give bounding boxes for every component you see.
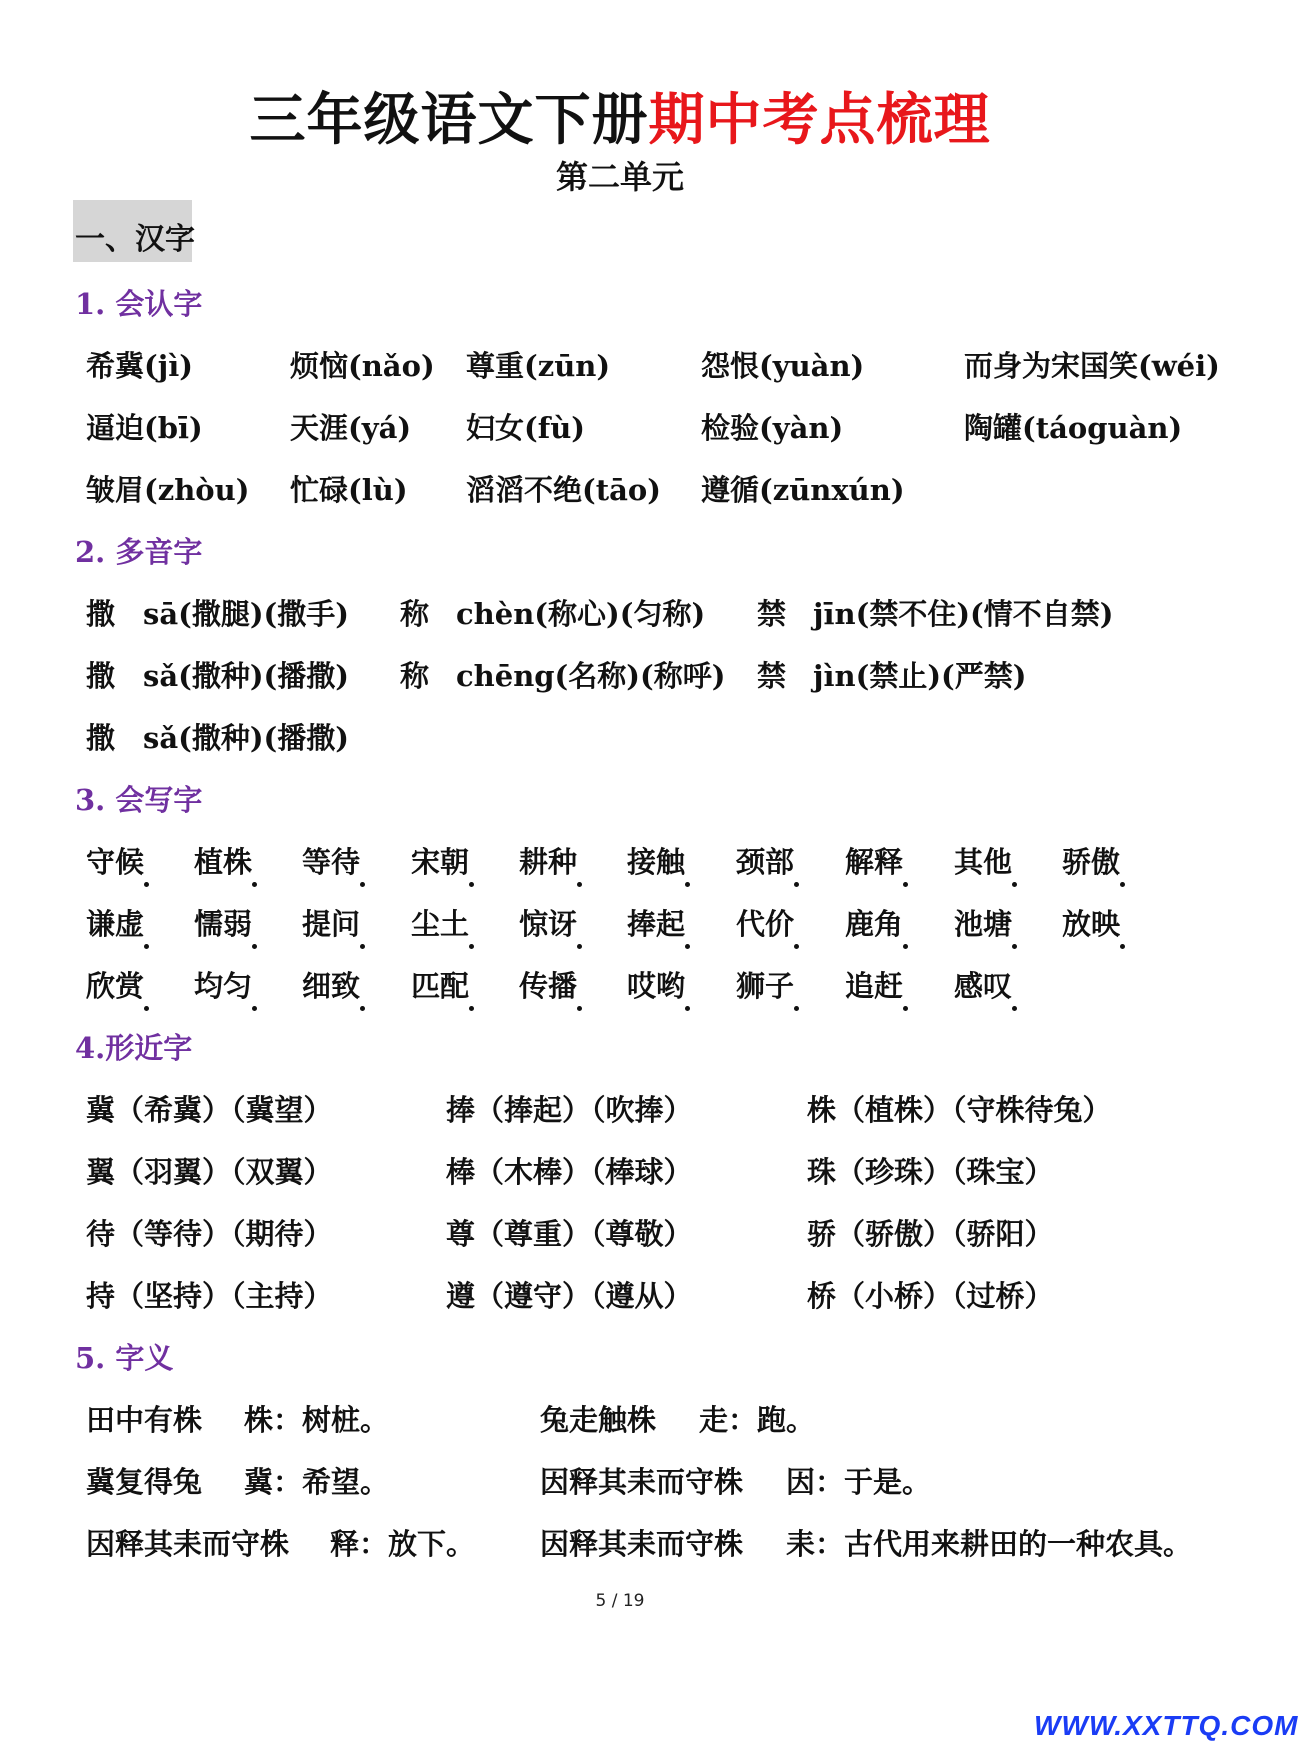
recognize-word: 滔滔不绝(tāo) [466, 473, 661, 507]
similar-char-group: 桥（小桥）（过桥） [807, 1279, 1054, 1313]
writing-word: 懦弱 [194, 907, 253, 941]
emphasis-dot [144, 944, 149, 949]
polyphone-char: 禁 [757, 659, 787, 693]
meaning-definition: 走：跑。 [699, 1403, 816, 1437]
writing-word: 追赶 [845, 969, 904, 1003]
similar-char-group: 棒（木棒）（棒球） [446, 1155, 693, 1189]
page-indicator: 5 / 19 [595, 1591, 645, 1611]
similar-char-group: 珠（珍珠）（珠宝） [807, 1155, 1054, 1189]
meaning-phrase: 田中有株 [86, 1403, 203, 1437]
writing-word: 鹿角 [845, 907, 904, 941]
similar-char-group: 翼（羽翼）（双翼） [86, 1155, 333, 1189]
emphasis-dot [469, 944, 474, 949]
writing-word: 欣赏 [86, 969, 145, 1003]
emphasis-dot [685, 944, 690, 949]
polyphone-readings: chēng(名称)(称呼) [456, 659, 726, 693]
meaning-phrase: 冀复得兔 [86, 1465, 203, 1499]
writing-word: 均匀 [194, 969, 253, 1003]
emphasis-dot [903, 882, 908, 887]
writing-word: 宋朝 [411, 845, 470, 879]
recognize-word: 怨恨(yuàn) [701, 349, 865, 383]
subheading-recognize: 1. 会认字 [75, 287, 203, 321]
writing-word: 骄傲 [1062, 845, 1121, 879]
emphasis-dot [1120, 882, 1125, 887]
polyphone-char: 禁 [757, 597, 787, 631]
polyphone-char: 称 [400, 597, 430, 631]
polyphone-char: 撒 [86, 597, 116, 631]
emphasis-dot [685, 1006, 690, 1011]
emphasis-dot [1012, 882, 1017, 887]
writing-word: 池塘 [954, 907, 1013, 941]
emphasis-dot [903, 944, 908, 949]
writing-word: 细致 [302, 969, 361, 1003]
recognize-word: 天涯(yá) [290, 411, 412, 445]
recognize-word: 遵循(zūnxún) [701, 473, 905, 507]
emphasis-dot [903, 1006, 908, 1011]
writing-word: 其他 [954, 845, 1013, 879]
emphasis-dot [360, 944, 365, 949]
writing-word: 耕种 [519, 845, 578, 879]
title-black: 三年级语文下册 [249, 87, 649, 153]
meaning-definition: 释：放下。 [330, 1527, 476, 1561]
emphasis-dot [1012, 944, 1017, 949]
emphasis-dot [685, 882, 690, 887]
meaning-definition: 因：于是。 [786, 1465, 932, 1499]
polyphone-readings: chèn(称心)(匀称) [456, 597, 706, 631]
similar-char-group: 尊（尊重）（尊敬） [446, 1217, 693, 1251]
writing-word: 匹配 [411, 969, 470, 1003]
writing-word: 解释 [845, 845, 904, 879]
emphasis-dot [577, 882, 582, 887]
polyphone-readings: sǎ(撒种)(播撒) [143, 659, 350, 693]
polyphone-readings: sā(撒腿)(撒手) [143, 597, 350, 631]
emphasis-dot [794, 882, 799, 887]
emphasis-dot [252, 882, 257, 887]
similar-char-group: 遵（遵守）（遵从） [446, 1279, 693, 1313]
writing-word: 提问 [302, 907, 361, 941]
emphasis-dot [144, 882, 149, 887]
emphasis-dot [577, 1006, 582, 1011]
emphasis-dot [794, 1006, 799, 1011]
writing-word: 谦虚 [86, 907, 145, 941]
emphasis-dot [1120, 944, 1125, 949]
polyphone-char: 撒 [86, 659, 116, 693]
subheading-meanings: 5. 字义 [75, 1341, 174, 1375]
recognize-word: 烦恼(nǎo) [290, 349, 435, 383]
recognize-word: 忙碌(lù) [290, 473, 408, 507]
writing-word: 狮子 [736, 969, 795, 1003]
polyphone-char: 撒 [86, 721, 116, 755]
recognize-word: 希冀(jì) [86, 349, 193, 383]
similar-char-group: 捧（捧起）（吹捧） [446, 1093, 693, 1127]
recognize-word: 妇女(fù) [466, 411, 586, 445]
polyphone-readings: jīn(禁不住)(情不自禁) [813, 597, 1114, 631]
writing-word: 传播 [519, 969, 578, 1003]
subheading-writing: 3. 会写字 [75, 783, 203, 817]
meaning-phrase: 因释其耒而守株 [540, 1527, 744, 1561]
emphasis-dot [252, 1006, 257, 1011]
writing-word: 哎哟 [627, 969, 686, 1003]
section-heading: 一、汉字 [75, 222, 195, 257]
recognize-word: 而身为宋国笑(wéi) [964, 349, 1220, 383]
polyphone-readings: jìn(禁止)(严禁) [813, 659, 1027, 693]
recognize-word: 尊重(zūn) [466, 349, 611, 383]
meaning-definition: 冀：希望。 [244, 1465, 390, 1499]
recognize-word: 逼迫(bī) [86, 411, 203, 445]
subheading-polyphones: 2. 多音字 [75, 535, 203, 569]
writing-word: 颈部 [736, 845, 795, 879]
writing-word: 感叹 [954, 969, 1013, 1003]
emphasis-dot [1012, 1006, 1017, 1011]
emphasis-dot [577, 944, 582, 949]
polyphone-char: 称 [400, 659, 430, 693]
recognize-word: 陶罐(táoguàn) [964, 411, 1183, 445]
writing-word: 惊讶 [519, 907, 578, 941]
meaning-phrase: 因释其耒而守株 [86, 1527, 290, 1561]
writing-word: 守候 [86, 845, 145, 879]
emphasis-dot [469, 1006, 474, 1011]
similar-char-group: 骄（骄傲）（骄阳） [807, 1217, 1054, 1251]
recognize-word: 检验(yàn) [701, 411, 844, 445]
meaning-phrase: 兔走触株 [540, 1403, 657, 1437]
writing-word: 捧起 [627, 907, 686, 941]
emphasis-dot [144, 1006, 149, 1011]
similar-char-group: 待（等待）（期待） [86, 1217, 333, 1251]
emphasis-dot [794, 944, 799, 949]
emphasis-dot [469, 882, 474, 887]
meaning-phrase: 因释其耒而守株 [540, 1465, 744, 1499]
similar-char-group: 株（植株）（守株待兔） [807, 1093, 1112, 1127]
writing-word: 放映 [1062, 907, 1121, 941]
writing-word: 接触 [627, 845, 686, 879]
emphasis-dot [252, 944, 257, 949]
emphasis-dot [360, 882, 365, 887]
meaning-definition: 耒：古代用来耕田的一种农具。 [786, 1527, 1193, 1561]
subheading-similar: 4.形近字 [75, 1031, 193, 1065]
polyphone-readings: sǎ(撒种)(播撒) [143, 721, 350, 755]
writing-word: 等待 [302, 845, 361, 879]
similar-char-group: 冀（希冀）（冀望） [86, 1093, 333, 1127]
page-subtitle: 第二单元 [555, 158, 684, 196]
page-title [0, 76, 1240, 156]
meaning-definition: 株：树桩。 [244, 1403, 390, 1437]
writing-word: 代价 [736, 907, 795, 941]
emphasis-dot [360, 1006, 365, 1011]
writing-word: 尘土 [411, 907, 470, 941]
title-red: 期中考点梳理 [648, 87, 991, 153]
writing-word: 植株 [194, 845, 253, 879]
similar-char-group: 持（坚持）（主持） [86, 1279, 333, 1313]
site-watermark: WWW.XXTTQ.COM [1034, 1710, 1298, 1741]
recognize-word: 皱眉(zhòu) [86, 473, 250, 507]
